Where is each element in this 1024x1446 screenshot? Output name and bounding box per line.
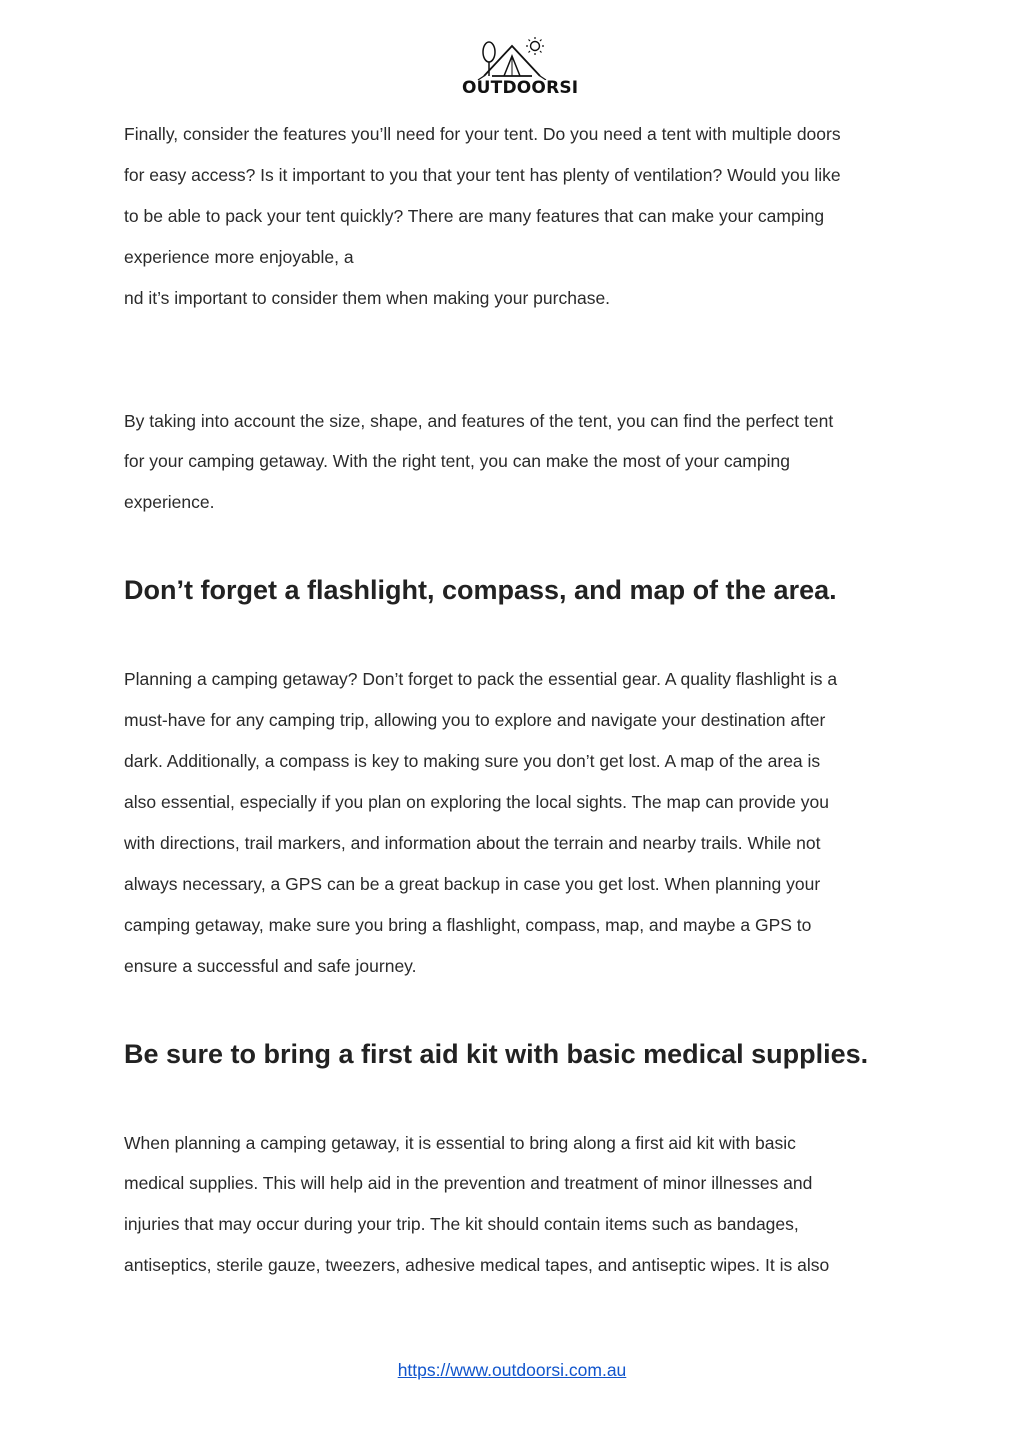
text-line: also essential, especially if you plan on exploring the local sights. The map can provide you: [124, 791, 829, 812]
text-line: Finally, consider the features you’ll need for your tent. Do you need a tent with multiple doors: [124, 124, 841, 144]
text-line: dark. Additionally, a compass is key to making sure you don’t get lost. A map of the area is: [124, 751, 821, 772]
paragraph-first-aid: [124, 1123, 914, 1287]
text-line: experience.: [124, 492, 215, 513]
text-line: antiseptics, sterile gauze, tweezers, adhesive medical tapes, and antiseptic wipes. It is also: [124, 1255, 830, 1276]
paragraph-tent-summary: [124, 401, 914, 524]
text-line: injuries that may occur during your trip. The kit should contain items such as bandages,: [124, 1214, 799, 1235]
text-line: camping getaway, make sure you bring a flashlight, compass, map, and maybe a GPS to: [124, 914, 812, 935]
article-content: [124, 114, 914, 1286]
text-line: to be able to pack your tent quickly? There are many features that can make your camping: [124, 205, 825, 226]
text-line: must-have for any camping trip, allowing you to explore and navigate your destination after: [124, 710, 826, 731]
tent-logo-icon: [462, 36, 562, 80]
text-line: for easy access? Is it important to you that your tent has plenty of ventilation? Would you like: [124, 164, 841, 185]
text-line: When planning a camping getaway, it is essential to bring along a first aid kit with basic: [124, 1132, 796, 1153]
website-link[interactable]: https://www.outdoorsi.com.au: [397, 1360, 627, 1380]
text-line: nd it’s important to consider them when making your purchase.: [124, 287, 611, 308]
heading-flashlight-compass-map: Don’t forget a flashlight, compass, and map of the area.: [124, 575, 837, 606]
text-line: experience more enjoyable, a: [124, 246, 354, 267]
footer: [0, 1358, 1024, 1382]
paragraph-tent-features: [124, 114, 914, 319]
text-line: ensure a successful and safe journey.: [124, 955, 417, 976]
outdoorsi-logo: [462, 36, 579, 100]
text-line: Planning a camping getaway? Don’t forget to pack the essential gear. A quality flashlight is a: [124, 669, 838, 690]
paragraph-essential-gear: [124, 659, 914, 986]
text-line: with directions, trail markers, and information about the terrain and nearby trails. While not: [124, 832, 821, 853]
text-line: always necessary, a GPS can be a great backup in case you get lost. When planning your: [124, 873, 821, 894]
text-line: for your camping getaway. With the right tent, you can make the most of your camping: [124, 451, 790, 472]
text-line: By taking into account the size, shape, and features of the tent, you can find the perfect tent: [124, 410, 834, 431]
logo-wordmark: OUTDOORSI: [462, 78, 579, 98]
text-line: medical supplies. This will help aid in the prevention and treatment of minor illnesses and: [124, 1173, 813, 1194]
heading-first-aid-kit: Be sure to bring a first aid kit with basic medical supplies.: [124, 1038, 869, 1069]
